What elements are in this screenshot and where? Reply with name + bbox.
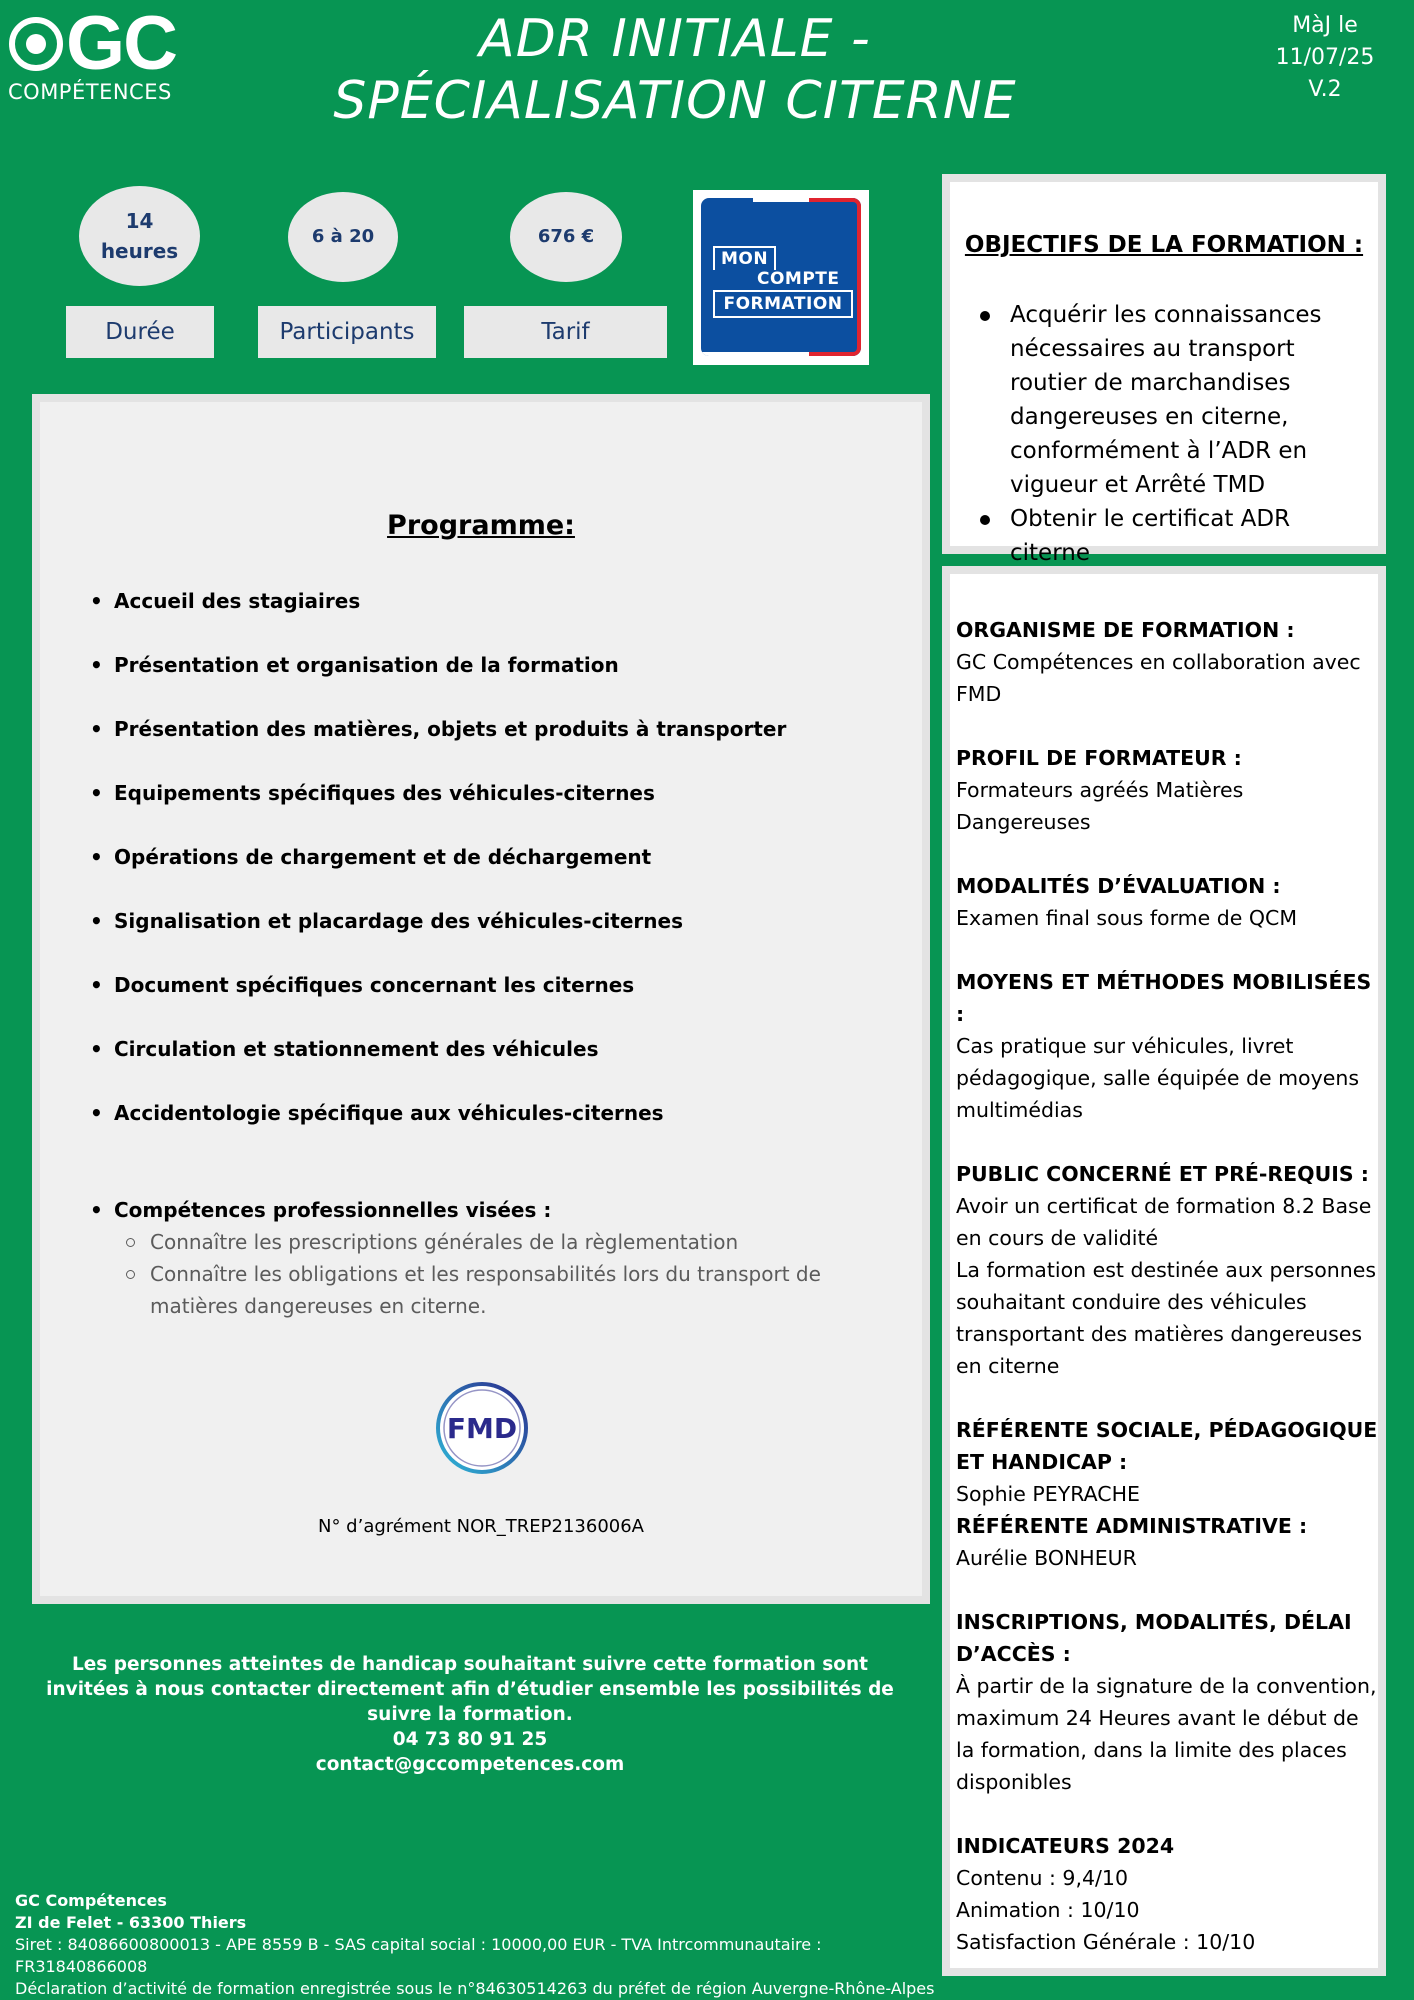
list-item: • Circulation et stationnement des véhicules [90,1036,910,1100]
list-item: Connaître les obligations et les responsabilités lors du transport de matières dangereuses en citerne. [150,1258,910,1322]
list-item: • Signalisation et placardage des véhicules-citernes [90,908,910,972]
participants-value: 6 à 20 [311,226,375,247]
evaluation-heading: MODALITÉS D’ÉVALUATION : [956,874,1281,898]
indicateur-satisfaction: Satisfaction Générale : 10/10 [956,1930,1256,1954]
info-content [956,614,1380,1958]
list-item: • Accueil des stagiaires [90,588,910,652]
organisme-heading: ORGANISME DE FORMATION : [956,618,1295,642]
skills-heading: • Compétences professionnelles visées : [90,1194,910,1226]
contact-phone[interactable]: 04 73 80 91 25 [392,1729,548,1750]
moyens-value: Cas pratique sur véhicules, livret pédagogique, salle équipée de moyens multimédias [956,1034,1360,1122]
profil-heading: PROFIL DE FORMATEUR : [956,746,1242,770]
contact-email[interactable]: contact@gccompetences.com [315,1754,625,1775]
page-title: ADR INITIALE - SPÉCIALISATION CITERNE [333,9,1017,131]
target-icon [8,16,64,72]
evaluation-value: Examen final sous forme de QCM [956,906,1298,930]
price-value: 676 € [537,226,595,247]
agrement-number: N° d’agrément NOR_TREP2136006A [317,1516,644,1537]
list-item: • Document spécifiques concernant les citernes [90,972,910,1036]
version-label: V.2 [1308,77,1342,102]
handicap-text: Les personnes atteintes de handicap souhaitant suivre cette formation sont invitées à nous contacter directement afin d’étudier ensemble les possibilités de suivre la formation. [46,1654,894,1725]
duration-value: 14 [125,209,154,233]
company-address: ZI de Felet - 63300 Thiers [15,1913,247,1932]
list-item: • Opérations de chargement et de déchargement [90,844,910,908]
mcf-word-compte: COMPTE [757,269,840,289]
company-legal: Siret : 84086600800013 - APE 8559 B - SAS capital social : 10000,00 EUR - TVA Intrcommunautaire : FR31840866008 [15,1935,822,1976]
info-panel [942,566,1386,1976]
profil-value: Formateurs agréés Matières Dangereuses [956,778,1244,834]
public-prerequisite: Avoir un certificat de formation 8.2 Base en cours de validité [956,1194,1372,1250]
update-info [1240,10,1410,106]
inscriptions-value: À partir de la signature de la convention, maximum 24 Heures avant le début de la formation, dans la limite des places disponibles [956,1674,1377,1794]
update-date: 11/07/25 [1275,45,1375,70]
logo-mark: GC [66,1,176,86]
ref-admin-heading: RÉFÉRENTE ADMINISTRATIVE : [956,1514,1308,1538]
objectives-title: OBJECTIFS DE LA FORMATION : [964,232,1364,258]
company-declaration: Déclaration d’activité de formation enregistrée sous le n°84630514263 du préfet de région Auvergne-Rhône-Alpes [15,1979,935,1998]
gc-logo [8,1,198,105]
company-footer [15,1890,935,2000]
ref-social-heading: RÉFÉRENTE SOCIALE, PÉDAGOGIQUE ET HANDICAP : [956,1418,1378,1474]
programme-panel [32,394,930,1604]
list-item: Connaître les prescriptions générales de la règlementation [150,1226,910,1258]
skills-section [90,1194,910,1322]
update-label: MàJ le [1292,13,1358,38]
fmd-logo [434,1380,530,1476]
moyens-heading: MOYENS ET MÉTHODES MOBILISÉES : [956,970,1372,1026]
price-label: Tarif [464,306,667,358]
organisme-value: GC Compétences en collaboration avec FMD [956,650,1361,706]
handicap-notice [30,1652,910,1777]
list-item: • Equipements spécifiques des véhicules-citernes [90,780,910,844]
fmd-logo-text: FMD [446,1412,518,1445]
ref-admin-value: Aurélie BONHEUR [956,1546,1137,1570]
company-name: GC Compétences [15,1891,167,1910]
list-item: Acquérir les connaissances nécessaires au transport routier de marchandises dangereuses en citerne, conformément à l’ADR en vigueur et Arrêté TMD [976,298,1376,502]
duration-bubble [79,186,200,286]
list-item: • Présentation et organisation de la formation [90,652,910,716]
indicateurs-heading: INDICATEURS 2024 [956,1834,1175,1858]
objectives-list [976,298,1376,570]
public-heading: PUBLIC CONCERNÉ ET PRÉ-REQUIS : [956,1162,1369,1186]
list-item: Obtenir le certificat ADR citerne [976,502,1376,570]
indicateur-animation: Animation : 10/10 [956,1898,1140,1922]
participants-label: Participants [258,306,436,358]
programme-list [90,588,910,1164]
logo-subtitle: COMPÉTENCES [8,80,172,104]
mcf-word-mon: MON [713,246,776,270]
duration-label: Durée [66,306,214,358]
price-bubble [510,192,622,282]
mon-compte-formation-logo [693,190,869,365]
skills-list [90,1226,910,1322]
list-item: • Présentation des matières, objets et produits à transporter [90,716,910,780]
public-target: La formation est destinée aux personnes souhaitant conduire des véhicules transportant des matières dangereuses en citerne [956,1258,1377,1378]
ref-social-value: Sophie PEYRACHE [956,1482,1140,1506]
list-item: • Accidentologie spécifique aux véhicules-citernes [90,1100,910,1164]
programme-title: Programme: [387,510,575,541]
objectives-panel [942,174,1386,566]
indicateur-contenu: Contenu : 9,4/10 [956,1866,1129,1890]
inscriptions-heading: INSCRIPTIONS, MODALITÉS, DÉLAI D’ACCÈS : [956,1610,1352,1666]
participants-bubble [288,192,398,282]
duration-unit: heures [100,239,179,263]
mcf-word-formation: FORMATION [713,290,853,318]
